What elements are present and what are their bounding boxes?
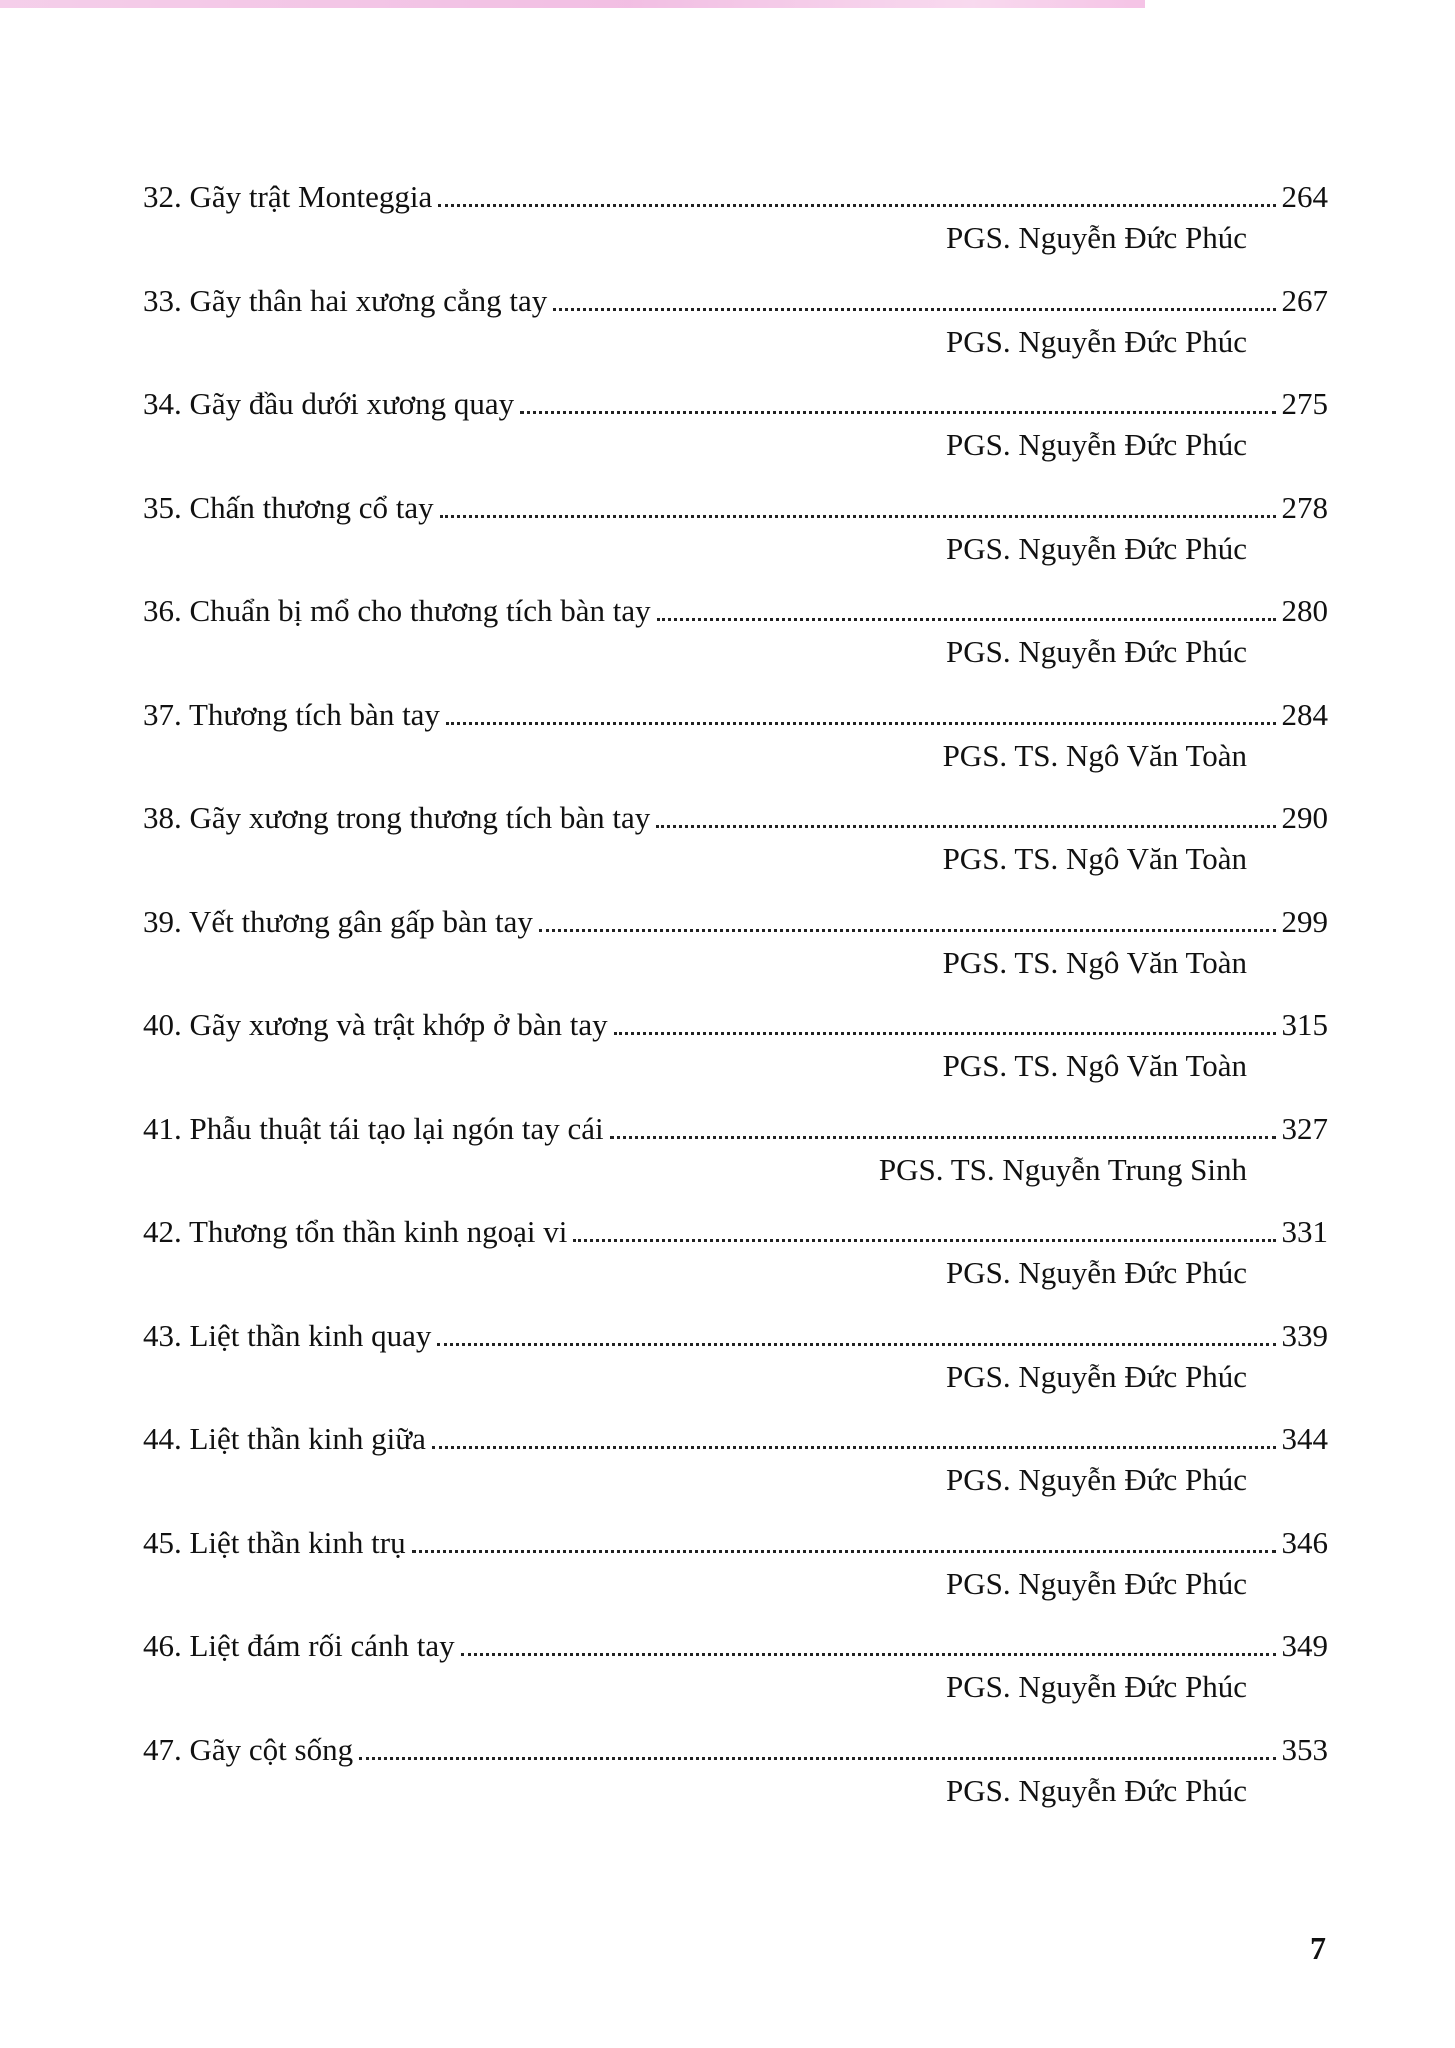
toc-entry-title: 40. Gãy xương và trật khớp ở bàn tay bbox=[143, 1007, 608, 1042]
toc-entry-title: 44. Liệt thần kinh giữa bbox=[143, 1421, 426, 1456]
toc-entry-page: 353 bbox=[1281, 1731, 1328, 1767]
toc-entry bbox=[143, 272, 1328, 376]
toc-entry-line bbox=[143, 686, 1328, 734]
toc-entry-page: 327 bbox=[1281, 1110, 1328, 1146]
dot-leader bbox=[461, 1653, 1276, 1656]
toc-entry bbox=[143, 996, 1328, 1100]
page-number: 7 bbox=[1310, 1930, 1326, 1966]
toc-entry-author: PGS. Nguyễn Đức Phúc bbox=[946, 1255, 1247, 1290]
toc-entry-line bbox=[143, 1514, 1328, 1562]
toc-entry-title: 37. Thương tích bàn tay bbox=[143, 696, 440, 732]
toc-entry-page: 315 bbox=[1281, 1007, 1328, 1042]
toc-entry bbox=[143, 893, 1328, 997]
dot-leader bbox=[440, 515, 1276, 518]
toc-entry bbox=[143, 1410, 1328, 1514]
table-of-contents bbox=[143, 168, 1328, 1824]
toc-entry-line bbox=[143, 375, 1328, 423]
toc-entry-author: PGS. Nguyễn Đức Phúc bbox=[946, 1565, 1247, 1601]
toc-entry-title: 42. Thương tổn thần kinh ngoại vi bbox=[143, 1214, 568, 1249]
toc-entry-page: 267 bbox=[1281, 282, 1328, 318]
toc-entry-title: 45. Liệt thần kinh trụ bbox=[143, 1524, 406, 1560]
toc-entry-author: PGS. Nguyễn Đức Phúc bbox=[946, 323, 1247, 359]
toc-entry-line bbox=[143, 1100, 1328, 1148]
toc-entry-line bbox=[143, 1203, 1328, 1251]
toc-entry bbox=[143, 1100, 1328, 1204]
dot-leader bbox=[614, 1032, 1276, 1035]
toc-entry-title: 35. Chấn thương cổ tay bbox=[143, 489, 434, 525]
toc-entry-page: 339 bbox=[1281, 1317, 1328, 1353]
toc-entry bbox=[143, 582, 1328, 686]
toc-entry-line bbox=[143, 1410, 1328, 1458]
toc-entry-author: PGS. Nguyễn Đức Phúc bbox=[946, 1462, 1247, 1497]
dot-leader bbox=[553, 308, 1275, 311]
toc-entry-page: 275 bbox=[1281, 386, 1328, 421]
toc-entry-page: 331 bbox=[1281, 1214, 1328, 1249]
toc-entry-page: 344 bbox=[1281, 1421, 1328, 1456]
toc-entry-page: 349 bbox=[1281, 1628, 1328, 1663]
toc-entry bbox=[143, 686, 1328, 790]
toc-entry-author: PGS. Nguyễn Đức Phúc bbox=[946, 427, 1247, 462]
toc-entry-title: 43. Liệt thần kinh quay bbox=[143, 1317, 432, 1353]
toc-entry-author: PGS. Nguyễn Đức Phúc bbox=[946, 1772, 1247, 1808]
dot-leader bbox=[539, 929, 1276, 932]
toc-entry bbox=[143, 168, 1328, 272]
toc-entry bbox=[143, 1617, 1328, 1721]
toc-entry-page: 284 bbox=[1281, 696, 1328, 732]
toc-entry-line bbox=[143, 272, 1328, 320]
toc-entry-page: 280 bbox=[1281, 593, 1328, 628]
dot-leader bbox=[412, 1550, 1276, 1553]
toc-entry-page: 346 bbox=[1281, 1524, 1328, 1560]
toc-entry-page: 264 bbox=[1281, 179, 1328, 214]
toc-entry-page: 278 bbox=[1281, 489, 1328, 525]
toc-entry-line bbox=[143, 1617, 1328, 1665]
dot-leader bbox=[520, 411, 1275, 414]
dot-leader bbox=[359, 1757, 1275, 1760]
toc-entry bbox=[143, 479, 1328, 583]
toc-entry-author: PGS. Nguyễn Đức Phúc bbox=[946, 220, 1247, 255]
toc-entry-line bbox=[143, 996, 1328, 1044]
toc-entry-line bbox=[143, 168, 1328, 216]
toc-entry-author: PGS. Nguyễn Đức Phúc bbox=[946, 1358, 1247, 1394]
toc-entry-title: 33. Gãy thân hai xương cẳng tay bbox=[143, 282, 548, 318]
toc-entry-author: PGS. TS. Ngô Văn Toàn bbox=[942, 1048, 1247, 1083]
toc-entry-author: PGS. Nguyễn Đức Phúc bbox=[946, 530, 1247, 566]
toc-entry-author: PGS. TS. Ngô Văn Toàn bbox=[942, 737, 1247, 773]
toc-entry-author: PGS. Nguyễn Đức Phúc bbox=[946, 634, 1247, 669]
toc-entry-line bbox=[143, 1721, 1328, 1769]
toc-entry-line bbox=[143, 1307, 1328, 1355]
toc-entry-author: PGS. TS. Nguyễn Trung Sinh bbox=[878, 1151, 1247, 1187]
toc-entry-title: 36. Chuẩn bị mổ cho thương tích bàn tay bbox=[143, 593, 651, 628]
dot-leader bbox=[438, 204, 1275, 207]
dot-leader bbox=[610, 1136, 1276, 1139]
toc-entry-title: 39. Vết thương gân gấp bàn tay bbox=[143, 903, 533, 939]
dot-leader bbox=[573, 1239, 1275, 1242]
dot-leader bbox=[437, 1343, 1275, 1346]
toc-entry-title: 41. Phẫu thuật tái tạo lại ngón tay cái bbox=[143, 1110, 604, 1146]
toc-entry bbox=[143, 375, 1328, 479]
toc-entry bbox=[143, 789, 1328, 893]
toc-entry bbox=[143, 1203, 1328, 1307]
toc-entry-line bbox=[143, 479, 1328, 527]
toc-entry-page: 299 bbox=[1281, 903, 1328, 939]
toc-entry-author: PGS. TS. Ngô Văn Toàn bbox=[942, 841, 1247, 876]
toc-entry-title: 47. Gãy cột sống bbox=[143, 1731, 354, 1767]
dot-leader bbox=[432, 1446, 1276, 1449]
toc-entry-title: 34. Gãy đầu dưới xương quay bbox=[143, 386, 515, 421]
toc-entry-page: 290 bbox=[1281, 800, 1328, 835]
dot-leader bbox=[656, 825, 1275, 828]
toc-entry-title: 46. Liệt đám rối cánh tay bbox=[143, 1628, 455, 1663]
toc-entry-author: PGS. TS. Ngô Văn Toàn bbox=[942, 944, 1247, 980]
toc-entry bbox=[143, 1307, 1328, 1411]
toc-entry bbox=[143, 1514, 1328, 1618]
toc-entry-title: 38. Gãy xương trong thương tích bàn tay bbox=[143, 800, 651, 835]
toc-entry-title: 32. Gãy trật Monteggia bbox=[143, 179, 433, 214]
toc-entry-line bbox=[143, 893, 1328, 941]
toc-entry-line bbox=[143, 789, 1328, 837]
toc-entry bbox=[143, 1721, 1328, 1825]
top-edge-band bbox=[0, 0, 1145, 8]
dot-leader bbox=[657, 618, 1276, 621]
toc-entry-line bbox=[143, 582, 1328, 630]
toc-entry-author: PGS. Nguyễn Đức Phúc bbox=[946, 1669, 1247, 1704]
dot-leader bbox=[446, 722, 1276, 725]
